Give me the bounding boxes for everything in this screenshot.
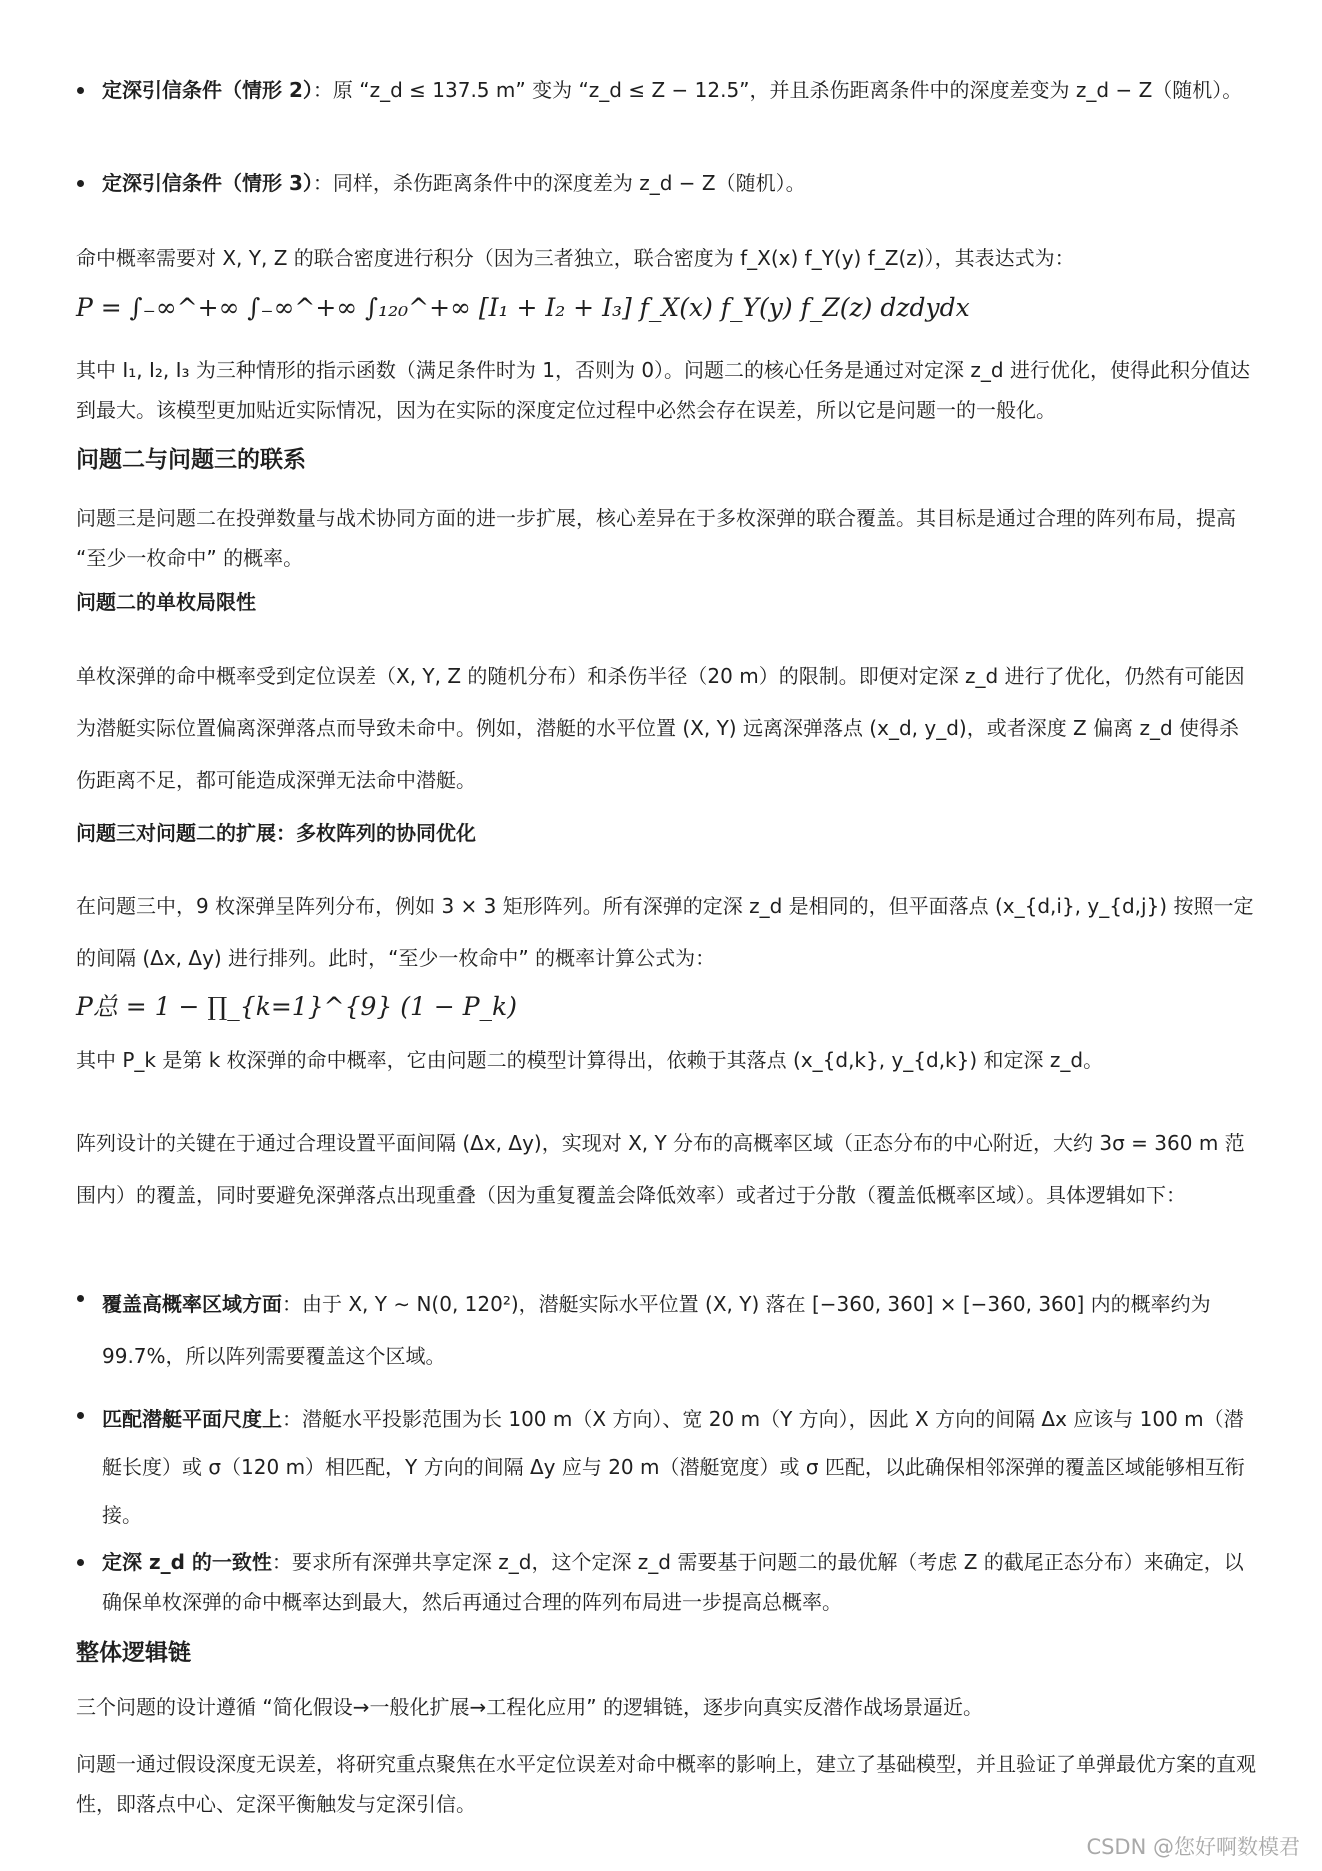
- paragraph-indicator: 其中 I₁, I₂, I₃ 为三种情形的指示函数（满足条件时为 1，否则为 0）。问题二的核心任务是通过对定深 z_d 进行优化，使得此积分值达到最大。该模型更加贴近实际情况，因为在实际的深度定位过程中必然会存在误差，所以它是问题一的一般化。: [76, 358, 1250, 422]
- list-item: [102, 163, 1256, 203]
- paragraph-design: 阵列设计的关键在于通过合理设置平面间隔 (Δx, Δy)，实现对 X, Y 分布的高概率区域（正态分布的中心附近，大约 3σ = 360 m 范围内）的覆盖，同时要避免深弹落点出现重叠（因为重复覆盖会降低效率）或者过于分散（覆盖低概率区域）。具体逻辑如下：: [76, 1131, 1245, 1207]
- paragraph-question-one: 问题一通过假设深度无误差，将研究重点聚焦在水平定位误差对命中概率的影响上，建立了基础模型，并且验证了单弹最优方案的直观性，即落点中心、定深平衡触发与定深引信。: [76, 1752, 1256, 1816]
- list-item: [102, 1542, 1256, 1622]
- list-item: [102, 70, 1256, 110]
- formula-hit-probability: P = ∫₋∞^+∞ ∫₋∞^+∞ ∫₁₂₀^+∞ [I₁ + I₂ + I₃] f_X(x) f_Y(y) f_Z(z) dzdydx: [76, 293, 970, 322]
- paragraph-single-limit: 单枚深弹的命中概率受到定位误差（X, Y, Z 的随机分布）和杀伤半径（20 m）的限制。即便对定深 z_d 进行了优化，仍然有可能因为潜艇实际位置偏离深弹落点而导致未命中。例如，潜艇的水平位置 (X, Y) 远离深弹落点 (x_d, y_d)，或者深度 Z 偏离 z_d 使得杀伤距离不足，都可能造成深弹无法命中潜艇。: [76, 664, 1245, 792]
- bullet-label: 定深引信条件（情形 2）: [102, 78, 313, 102]
- bullet-text: ：潜艇水平投影范围为长 100 m（X 方向）、宽 20 m（Y 方向），因此 X 方向的间隔 Δx 应该与 100 m（潜艇长度）或 σ（120 m）相匹配，Y 方向的间隔 Δy 应与 20 m（潜艇宽度）或 σ 匹配，以此确保相邻深弹的覆盖区域能够相互衔接。: [102, 1407, 1245, 1527]
- bullet-text: ：要求所有深弹共享定深 z_d，这个定深 z_d 需要基于问题二的最优解（考虑 Z 的截尾正态分布）来确定，以确保单枚深弹的命中概率达到最大，然后再通过合理的阵列布局进一步提高总概率。: [102, 1550, 1244, 1614]
- paragraph-array: 在问题三中，9 枚深弹呈阵列分布，例如 3 × 3 矩形阵列。所有深弹的定深 z_d 是相同的，但平面落点 (x_{d,i}, y_{d,j}) 按照一定的间隔 (Δx, Δy) 进行排列。此时，“至少一枚命中” 的概率计算公式为：: [76, 894, 1254, 970]
- list-item: [102, 1395, 1256, 1539]
- bullet-text: ：原 “z_d ≤ 137.5 m” 变为 “z_d ≤ Z − 12.5”，并且杀伤距离条件中的深度差变为 z_d − Z（随机）。: [312, 78, 1243, 102]
- formula-total-probability: P总 = 1 − ∏_{k=1}^{9} (1 − P_k): [76, 992, 517, 1021]
- bullet-label: 覆盖高概率区域方面: [102, 1292, 282, 1316]
- heading-link: 问题二与问题三的联系: [76, 447, 306, 473]
- paragraph-pk: 其中 P_k 是第 k 枚深弹的命中概率，它由问题二的模型计算得出，依赖于其落点 (x_{d,k}, y_{d,k}) 和定深 z_d。: [76, 1048, 1104, 1072]
- heading-logic-chain: 整体逻辑链: [76, 1640, 191, 1666]
- list-item: [102, 1278, 1256, 1382]
- paragraph-link: 问题三是问题二在投弹数量与战术协同方面的进一步扩展，核心差异在于多枚深弹的联合覆盖。其目标是通过合理的阵列布局，提高 “至少一枚命中” 的概率。: [76, 506, 1236, 570]
- paragraph-joint-density: 命中概率需要对 X, Y, Z 的联合密度进行积分（因为三者独立，联合密度为 f_X(x) f_Y(y) f_Z(z)），其表达式为：: [76, 246, 1075, 270]
- bullet-label: 定深 z_d 的一致性: [102, 1550, 272, 1574]
- bullet-label: 定深引信条件（情形 3）: [102, 171, 313, 195]
- bullet-label: 匹配潜艇平面尺度上: [102, 1407, 282, 1431]
- paragraph-logic-chain: 三个问题的设计遵循 “简化假设→一般化扩展→工程化应用” 的逻辑链，逐步向真实反潜作战场景逼近。: [76, 1695, 983, 1719]
- bullet-text: ：同样，杀伤距离条件中的深度差为 z_d − Z（随机）。: [312, 171, 806, 195]
- heading-extension: 问题三对问题二的扩展：多枚阵列的协同优化: [76, 821, 476, 845]
- bullet-text: ：由于 X, Y ∼ N(0, 120²)，潜艇实际水平位置 (X, Y) 落在 [−360, 360] × [−360, 360] 内的概率约为 99.7%，所以阵列需要覆盖这个区域。: [102, 1292, 1211, 1368]
- watermark: CSDN @您好啊数模君: [1086, 1835, 1300, 1859]
- heading-single-limit: 问题二的单枚局限性: [76, 590, 256, 614]
